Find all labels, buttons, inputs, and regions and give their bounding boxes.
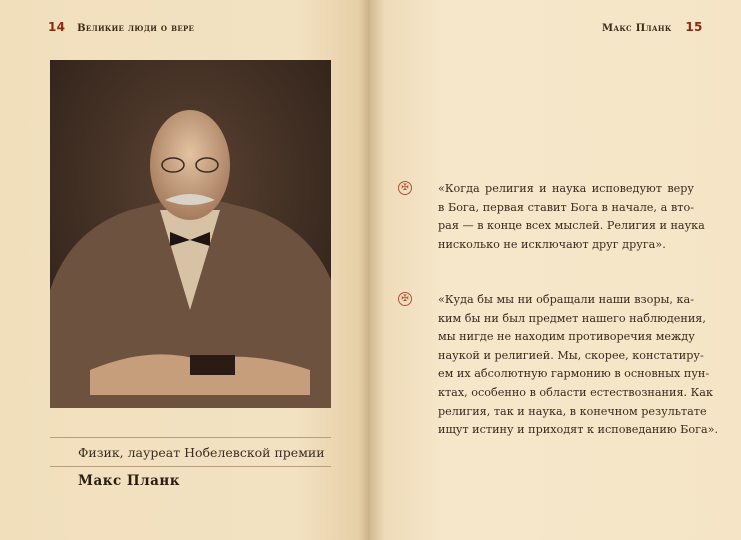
- left-header: [48, 20, 194, 34]
- caption-role: Физик, лауреат Нобелевской премии: [78, 445, 325, 460]
- running-header: Макс Планк: [602, 23, 672, 34]
- quote-line: рая — в конце всех мыслей. Религия и наука: [438, 219, 705, 233]
- ornament-icon: ✠: [398, 292, 412, 306]
- running-header: Великие люди о вере: [77, 23, 195, 34]
- portrait-photo: [50, 60, 331, 408]
- right-page: [370, 0, 741, 540]
- quote-line: мы нигде не находим противоречия между: [438, 330, 695, 344]
- right-header: [602, 20, 703, 34]
- page-number: 14: [48, 20, 66, 34]
- quote-line: ктах, особенно в области естествознания. Как: [438, 385, 713, 399]
- quote-text: [438, 291, 719, 440]
- ornament-icon: ✠: [398, 181, 412, 195]
- page-number: 15: [685, 20, 703, 34]
- caption-divider: [50, 466, 331, 467]
- quote-line: в Бога, первая ставит Бога в начале, а вто-: [438, 200, 694, 214]
- quote-text: [438, 180, 705, 254]
- quote-line: наукой и религией. Мы, скорее, констатиру-: [438, 348, 704, 362]
- quote-line: нисколько не исключают друг друга».: [438, 237, 666, 251]
- quote-line: «Когда религия и наука исповедуют веру: [438, 182, 694, 195]
- left-page: [0, 0, 370, 540]
- caption-divider: [50, 437, 331, 438]
- quote-line: ищут истину и приходят к исповеданию Бога».: [438, 423, 719, 437]
- quote-line: ем их абсолютную гармонию в основных пун-: [438, 367, 710, 381]
- quote-line: религия, так и наука, в конечном результате: [438, 404, 707, 418]
- quote-line: ким бы ни был предмет нашего наблюдения,: [438, 311, 706, 325]
- caption-name: Макс Планк: [78, 473, 181, 489]
- quote-line: «Куда бы мы ни обращали наши взоры, ка-: [438, 293, 694, 306]
